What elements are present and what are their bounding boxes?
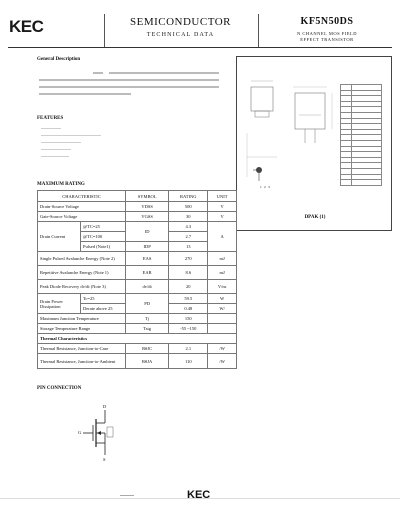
table-cell: EAR <box>126 266 169 280</box>
table-cell: Drain Current <box>38 222 81 252</box>
table-cell: V/ns <box>208 280 237 294</box>
table-row <box>38 222 237 232</box>
table-cell: /W <box>208 354 237 369</box>
table-cell: Thermal Resistance, Junction-to-Ambient <box>38 354 126 369</box>
general-description-body <box>37 68 227 108</box>
part-type <box>262 31 392 43</box>
table-row <box>38 280 237 294</box>
table-header: UNIT <box>208 191 237 202</box>
table-cell: Tstg <box>126 324 169 334</box>
table-cell: VGSS <box>126 212 169 222</box>
table-cell: /W <box>208 344 237 354</box>
table-header: SYMBOL <box>126 191 169 202</box>
dimension-row <box>341 180 382 186</box>
table-cell: Tj <box>126 314 169 324</box>
table-section-row <box>38 334 237 344</box>
maximum-rating-table <box>37 190 237 369</box>
table-cell: 110 <box>169 354 208 369</box>
table-cell: 2.7 <box>169 232 208 242</box>
header-divider <box>258 14 259 47</box>
table-cell: VDSS <box>126 202 169 212</box>
dimension-cell <box>352 180 382 186</box>
table-cell: Derate above 25 <box>81 304 126 314</box>
gate-label: G <box>78 430 82 435</box>
table-cell <box>208 314 237 324</box>
dimension-table <box>340 84 382 186</box>
table-cell: Tc=25 <box>81 294 126 304</box>
header-rule <box>8 47 392 48</box>
semiconductor-title: SEMICONDUCTOR <box>129 16 232 28</box>
footer-date-mark <box>120 492 134 496</box>
table-cell: mJ <box>208 266 237 280</box>
maximum-rating-heading: MAXIMUM RATING <box>37 182 85 187</box>
table-cell: PD <box>126 294 169 314</box>
part-type-line: EFFECT TRANSISTOR <box>300 37 354 42</box>
dimension-cell <box>341 180 352 186</box>
table-cell: Gate-Source Voltage <box>38 212 126 222</box>
table-cell: 150 <box>169 314 208 324</box>
table-cell: Peak Diode Recovery dv/dt (Note 3) <box>38 280 126 294</box>
table-row <box>38 202 237 212</box>
part-number: KF5N50DS <box>300 16 354 27</box>
table-cell: Pulsed (Note1) <box>81 242 126 252</box>
table-cell: @TC=25 <box>81 222 126 232</box>
table-row <box>38 354 237 369</box>
table-cell: 4.3 <box>169 222 208 232</box>
header-divider <box>104 14 105 47</box>
table-cell: W/ <box>208 304 237 314</box>
table-row <box>38 252 237 266</box>
table-cell: Single Pulsed Avalanche Energy (Note 2) <box>38 252 126 266</box>
table-row <box>38 344 237 354</box>
table-cell: V <box>208 212 237 222</box>
table-cell: 30 <box>169 212 208 222</box>
table-cell: W <box>208 294 237 304</box>
package-name: DPAK (1) <box>304 215 326 220</box>
table-cell: IDP <box>126 242 169 252</box>
table-cell: Repetitive Avalanche Energy (Note 1) <box>38 266 126 280</box>
table-row <box>38 314 237 324</box>
table-cell: Drain-Source Voltage <box>38 202 126 212</box>
table-row <box>38 266 237 280</box>
footer-kec-logo: KEC <box>187 489 211 501</box>
table-header: RATING <box>169 191 208 202</box>
technical-data-subtitle: TECHNICAL DATA <box>146 32 215 38</box>
table-cell: Maximum Junction Temperature <box>38 314 126 324</box>
table-cell: EAS <box>126 252 169 266</box>
table-cell: 13 <box>169 242 208 252</box>
source-label: S <box>103 457 106 462</box>
kec-logo: KEC <box>9 17 44 36</box>
pin-label: 1 <box>260 185 262 189</box>
table-cell: V <box>208 202 237 212</box>
table-cell: 2.1 <box>169 344 208 354</box>
table-cell: dv/dt <box>126 280 169 294</box>
features-list <box>37 124 227 164</box>
table-cell: 270 <box>169 252 208 266</box>
table-cell: 20 <box>169 280 208 294</box>
general-description-heading: General Description <box>37 57 81 62</box>
table-cell: mJ <box>208 252 237 266</box>
table-cell: Storage Temperature Range <box>38 324 126 334</box>
pin-label: 2 <box>264 185 266 189</box>
table-cell: A <box>208 222 237 252</box>
features-heading: FEATURES <box>37 116 64 121</box>
table-row <box>38 294 237 304</box>
table-cell: RθJA <box>126 354 169 369</box>
table-section-title: Thermal Characteristics <box>38 334 237 344</box>
table-cell <box>208 324 237 334</box>
pin-connection-heading: PIN CONNECTION <box>37 386 82 391</box>
part-type-line: N CHANNEL MOS FIELD <box>297 31 357 36</box>
table-cell: @TC=100 <box>81 232 126 242</box>
table-cell: Drain Power Dissipation <box>38 294 81 314</box>
table-cell: 8.6 <box>169 266 208 280</box>
table-header: CHARACTERISTIC <box>38 191 126 202</box>
table-cell: 0.48 <box>169 304 208 314</box>
table-row <box>38 212 237 222</box>
dpak-symbol <box>253 167 262 181</box>
table-cell: 500 <box>169 202 208 212</box>
table-header-row <box>38 191 237 202</box>
table-cell: -55 ~150 <box>169 324 208 334</box>
drain-label: D <box>103 404 107 409</box>
table-cell: 59.5 <box>169 294 208 304</box>
table-cell: ID <box>126 222 169 242</box>
pin-label: 3 <box>268 185 270 189</box>
table-cell: RθJC <box>126 344 169 354</box>
table-row <box>38 324 237 334</box>
table-cell: Thermal Resistance, Junction-to-Case <box>38 344 126 354</box>
mosfet-symbol-icon <box>80 405 130 465</box>
